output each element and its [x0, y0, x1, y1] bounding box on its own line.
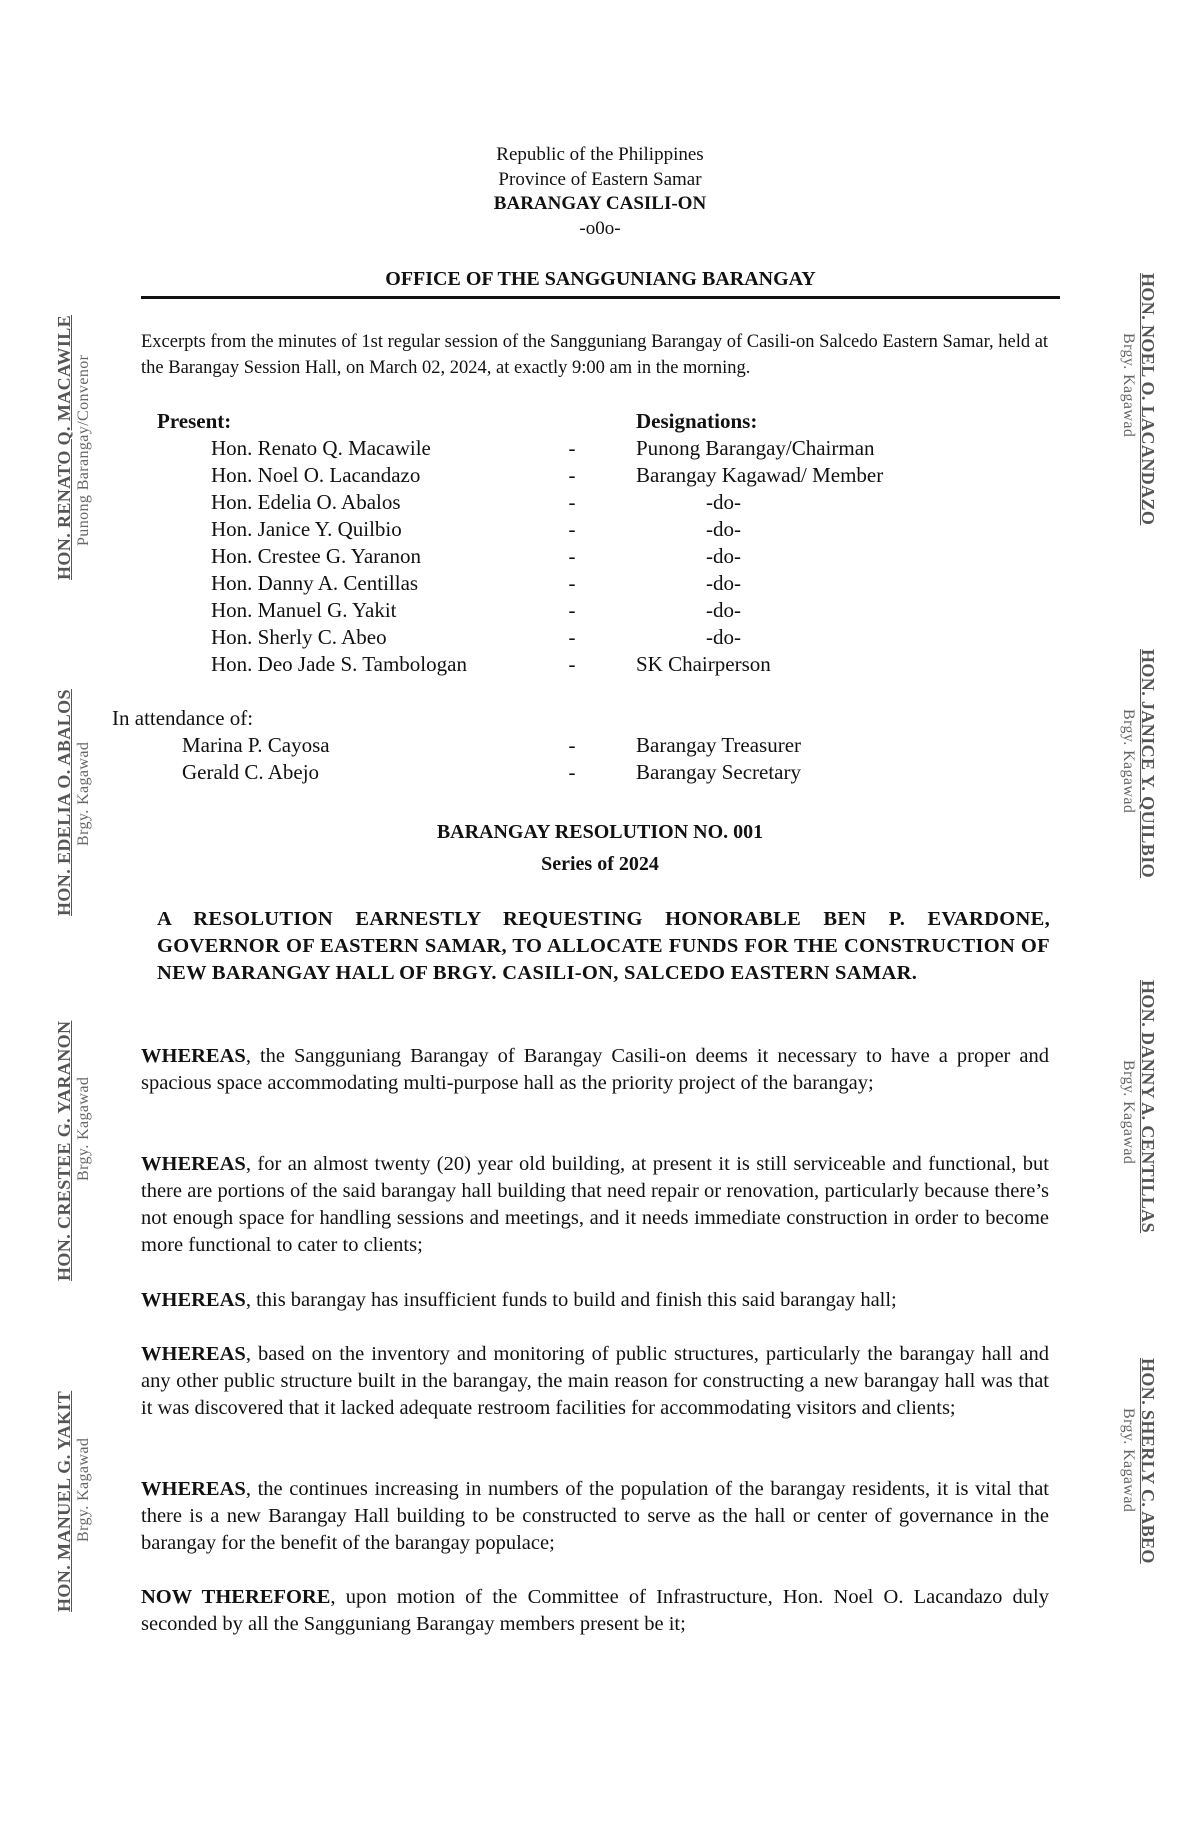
present-designation: -do- [706, 625, 741, 649]
signatory-title: Brgy. Kagawad [1120, 1408, 1137, 1513]
paragraph-lead: WHEREAS [141, 1045, 246, 1067]
present-dash: - [568, 436, 576, 460]
present-designation: Barangay Kagawad/ Member [636, 463, 884, 487]
signatory-name: HON. JANICE Y. QUILBIO [1138, 649, 1158, 879]
header-province: Province of Eastern Samar [498, 169, 702, 190]
present-label: Present: [157, 409, 232, 433]
signatory-name: HON. SHERLY C. ABEO [1138, 1358, 1158, 1564]
paragraph-text: , for an almost twenty (20) year old building, at present it is still serviceable and functional, but there are portions of the said barangay hall building that need repair or renovation, particularly because there’s not enough space for handling sessions and meetings, and it needs immediate construction in order to become more functional to cater to clients; [141, 1153, 1049, 1256]
now-therefore-paragraph [141, 1584, 1049, 1638]
present-dash: - [568, 490, 576, 514]
present-name: Hon. Manuel G. Yakit [211, 598, 397, 622]
office-title: OFFICE OF THE SANGGUNIANG BARANGAY [141, 265, 1060, 299]
paragraph-lead: WHEREAS [141, 1478, 246, 1500]
present-designation: -do- [706, 490, 741, 514]
signatory-name: HON. MANUEL G. YAKIT [54, 1390, 74, 1612]
paragraph-text: , this barangay has insufficient funds to build and finish this said barangay hall; [245, 1289, 897, 1311]
paragraph-lead: WHEREAS [141, 1289, 246, 1311]
left-signatory [54, 689, 93, 916]
signatory-name: HON. NOEL O. LACANDAZO [1138, 273, 1158, 526]
minutes-intro: Excerpts from the minutes of 1st regular session of the Sangguniang Barangay of Casili-on Salcedo Eastern Samar, held at the Barangay Session Hall, on March 02, 2024, at exactly 9:00 am in the morning. [141, 332, 1049, 378]
present-dash: - [568, 652, 576, 676]
attendee-designation: Barangay Secretary [636, 760, 801, 784]
present-name: Hon. Danny A. Centillas [211, 571, 419, 595]
signatory-name: HON. CRESTEE G. YARANON [54, 1020, 74, 1281]
present-designation: -do- [706, 517, 741, 541]
present-dash: - [568, 463, 576, 487]
paragraph-text: , the Sangguniang Barangay of Barangay Casili-on deems it necessary to have a proper and spacious space accommodating multi-purpose hall as the priority project of the barangay; [141, 1045, 1049, 1094]
paragraph-lead: WHEREAS [141, 1153, 246, 1175]
header-separator: -o0o- [579, 218, 621, 239]
whereas-paragraph [141, 1341, 1049, 1422]
present-designation: SK Chairperson [636, 652, 771, 676]
present-designation: Punong Barangay/Chairman [636, 436, 875, 460]
right-signatory [1119, 273, 1158, 525]
paragraph-lead: NOW THEREFORE [141, 1586, 331, 1608]
whereas-paragraph [141, 1476, 1049, 1557]
present-designation: -do- [706, 544, 741, 568]
signatory-title: Brgy. Kagawad [1120, 1060, 1137, 1165]
paragraph-text: , the continues increasing in numbers of the population of the barangay residents, it is vital that there is a new Barangay Hall building to be constructed to serve as the hall or center of governance in the barangay for the benefit of the barangay populace; [141, 1478, 1049, 1554]
header-republic: Republic of the Philippines [496, 144, 704, 165]
present-name: Hon. Janice Y. Quilbio [211, 517, 402, 541]
present-name: Hon. Edelia O. Abalos [211, 490, 401, 514]
left-signatory [54, 1021, 93, 1281]
present-name: Hon. Crestee G. Yaranon [211, 544, 421, 568]
attendee-name: Gerald C. Abejo [182, 760, 320, 784]
present-name: Hon. Deo Jade S. Tambologan [211, 652, 467, 676]
attendee-designation: Barangay Treasurer [636, 733, 802, 757]
signatory-title: Brgy. Kagawad [75, 1437, 92, 1542]
header-barangay: BARANGAY CASILI-ON [493, 193, 707, 214]
present-dash: - [568, 598, 576, 622]
right-signatory [1119, 980, 1158, 1233]
signatory-name: HON. EDELIA O. ABALOS [54, 689, 74, 916]
in-attendance-label: In attendance of: [112, 706, 254, 730]
paragraph-text: , upon motion of the Committee of Infrastructure, Hon. Noel O. Lacandazo duly seconded by all the Sangguniang Barangay members present be it; [141, 1586, 1049, 1635]
attendee-name: Marina P. Cayosa [182, 733, 330, 757]
resolution-number: BARANGAY RESOLUTION NO. 001 [436, 821, 764, 843]
whereas-paragraph [141, 1287, 1049, 1314]
present-dash: - [568, 625, 576, 649]
present-name: Hon. Sherly C. Abeo [211, 625, 387, 649]
signatory-title: Brgy. Kagawad [75, 1076, 92, 1181]
resolution-series: Series of 2024 [541, 853, 659, 875]
attendee-dash: - [568, 733, 576, 757]
paragraph-lead: WHEREAS [141, 1343, 246, 1365]
signatory-title: Brgy. Kagawad [1120, 709, 1137, 814]
right-signatory [1119, 649, 1158, 878]
whereas-paragraph [141, 1151, 1049, 1259]
present-name: Hon. Noel O. Lacandazo [211, 463, 421, 487]
present-designation: -do- [706, 598, 741, 622]
resolution-title: A RESOLUTION EARNESTLY REQUESTING HONORABLE BEN P. EVARDONE, GOVERNOR OF EASTERN SAMAR, TO ALLOCATE FUNDS FOR THE CONSTRUCTION OF NEW BARANGAY HALL OF BRGY. CASILI-ON, SALCEDO EASTERN SAMAR. [157, 908, 1050, 984]
present-dash: - [568, 517, 576, 541]
present-name: Hon. Renato Q. Macawile [211, 436, 431, 460]
present-dash: - [568, 544, 576, 568]
signatory-name: HON. DANNY A. CENTILLAS [1138, 980, 1158, 1234]
present-dash: - [568, 571, 576, 595]
paragraph-text: , based on the inventory and monitoring of public structures, particularly the barangay hall and any other public structure built in the barangay, the main reason for constructing a new barangay hall was that it was discovered that it lacked adequate restroom facilities for accommodating visitors and clients; [141, 1343, 1049, 1419]
left-signatory [54, 1391, 93, 1612]
signatory-title: Punong Barangay/Convenor [75, 354, 92, 546]
designations-label: Designations: [636, 409, 758, 433]
left-signatory [54, 315, 93, 580]
attendee-dash: - [568, 760, 576, 784]
signatory-name: HON. RENATO Q. MACAWILE [54, 314, 74, 580]
present-designation: -do- [706, 571, 741, 595]
right-signatory [1119, 1358, 1158, 1564]
whereas-paragraph [141, 1043, 1049, 1097]
signatory-title: Brgy. Kagawad [75, 741, 92, 846]
signatory-title: Brgy. Kagawad [1120, 333, 1137, 438]
